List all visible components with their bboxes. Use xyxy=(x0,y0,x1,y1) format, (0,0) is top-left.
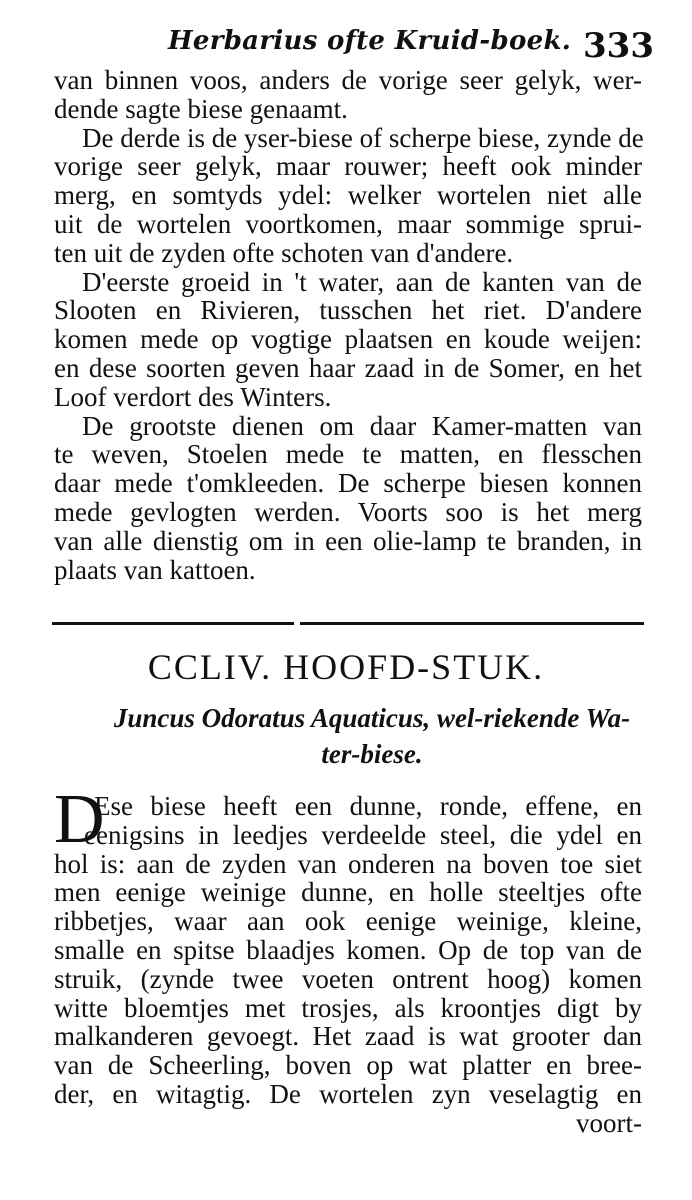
text-line: van de Scheerling, boven op wat platter en bree- xyxy=(54,1050,642,1081)
text-line: smalle en spitse blaadjes komen. Op de top van de xyxy=(54,934,642,965)
text-line: plaats van kattoen. xyxy=(54,554,256,585)
subtitle-line: ter-biese. xyxy=(321,739,423,769)
subtitle-line: Juncus Odoratus Aquaticus, wel-riekende Wa- xyxy=(113,703,631,733)
page-number: 333 xyxy=(583,26,654,66)
text-line: witte bloemtjes met trosjes, als kroontjes digt by xyxy=(54,992,642,1023)
text-line: men eenige weinige dunne, en holle steeltjes ofte xyxy=(54,877,642,908)
text-line: en dese soorten geven haar zaad in de Somer, en het xyxy=(54,352,642,383)
text-line: te weven, Stoelen mede te matten, en flesschen xyxy=(54,439,642,470)
text-line: De grootste dienen om daar Kamer-matten van xyxy=(82,410,642,441)
text-line: hol is: aan de zyden van onderen na boven toe siet xyxy=(54,848,642,879)
chapter-heading: CCLIV. HOOFD-STUK. xyxy=(147,647,545,687)
text-block-continuation xyxy=(54,66,642,584)
text-line: der, en witagtig. De wortelen zyn veselagtig en xyxy=(54,1078,642,1109)
text-line: merg, en somtyds ydel: welker wortelen niet alle xyxy=(54,180,642,211)
text-line: daar mede t'omkleeden. De scherpe biesen konnen xyxy=(54,468,642,499)
text-line: vorige seer gelyk, maar rouwer; heeft ook minder xyxy=(54,151,642,182)
text-line: D'eerste groeid in 't water, aan de kanten van de xyxy=(82,266,642,297)
catchword: voort- xyxy=(576,1107,642,1138)
section-divider xyxy=(52,622,644,628)
text-line: van alle dienstig om in een olie-lamp te branden, in xyxy=(54,525,642,556)
drop-cap: D xyxy=(54,781,105,858)
text-line: eenigsins in leedjes verdeelde steel, die ydel en xyxy=(84,819,642,850)
divider-rule-left xyxy=(52,622,294,625)
text-line: van binnen voos, anders de vorige seer gelyk, wer- xyxy=(54,65,642,95)
text-line: mede gevlogten werden. Voorts soo is het merg xyxy=(54,496,642,527)
text-line: uit de wortelen voortkomen, maar sommige sprui- xyxy=(54,208,642,239)
chapter-subtitle xyxy=(108,700,636,772)
text-line: struik, (zynde twee voeten ontrent hoog) komen xyxy=(54,963,642,994)
text-line: malkanderen gevoegt. Het zaad is wat grooter dan xyxy=(54,1021,642,1052)
text-line: ribbetjes, waar aan ook eenige weinige, kleine, xyxy=(54,906,642,937)
text-line: Loof verdort des Winters. xyxy=(54,381,332,412)
text-line: dende sagte biese genaamt. xyxy=(54,93,348,124)
text-line: Ese biese heeft een dunne, ronde, effene, en xyxy=(94,791,642,821)
divider-rule-right xyxy=(300,622,644,625)
text-line: ten uit de zyden ofte schoten van d'andere. xyxy=(54,237,514,268)
running-title: Herbarius ofte Kruid-boek. xyxy=(168,26,572,56)
page-header xyxy=(0,22,692,68)
text-line: De derde is de yser-biese of scherpe biese, zynde de xyxy=(82,122,644,153)
text-block-chapter xyxy=(54,792,642,1138)
text-line: Slooten en Rivieren, tusschen het riet. D'andere xyxy=(54,295,642,326)
text-line: komen mede op vogtige plaatsen en koude weijen: xyxy=(54,324,642,355)
